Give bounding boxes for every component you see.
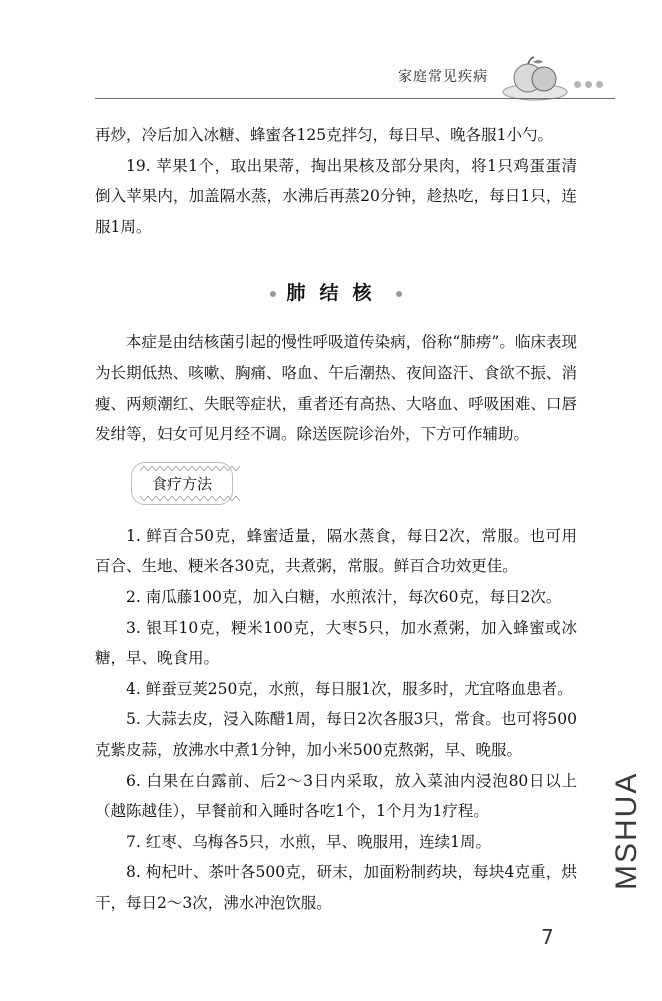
- remedy-item: 8. 枸杞叶、茶叶各500克，研末，加面粉制药块，每块4克重，烘干，每日2～3次，沸水冲泡饮服。: [95, 863, 577, 912]
- watermark: MSHUA: [610, 771, 643, 890]
- bullet-icon: [270, 291, 276, 297]
- header-title: 家庭常见疾病: [398, 69, 488, 85]
- remedy-item: 3. 银耳10克，粳米100克，大枣5只，加水煮粥，加入蜂蜜或冰糖，早、晚食用。: [95, 618, 577, 668]
- remedy-item: 7. 红枣、乌梅各5只，水煎，早、晚服用，连续1周。: [126, 832, 491, 851]
- badge-label: 食疗方法: [152, 474, 213, 493]
- page-body: [95, 120, 577, 918]
- remedy-item: 6. 白果在白露前、后2～3日内采取，放入菜油内浸泡80日以上（越陈越佳），早餐前和入睡时各吃1个，1个月为1疗程。: [95, 771, 577, 821]
- zigzag-border-icon: [140, 496, 240, 501]
- section-title-text: 肺结核: [286, 282, 386, 305]
- page-number: 7: [541, 925, 554, 949]
- header-rule: [95, 98, 615, 99]
- running-header: [0, 0, 662, 100]
- diet-therapy-badge: [131, 462, 233, 505]
- remedy-item: 1. 鲜百合50克，蜂蜜适量，隔水蒸食，每日2次，常服。也可用百合、生地、粳米各30克，共煮粥，常服。鲜百合功效更佳。: [95, 526, 577, 576]
- bullet-icon: [396, 291, 402, 297]
- apple-plate-icon: [500, 52, 570, 102]
- remedy-item: 4. 鲜蚕豆荚250克，水煎，每日服1次，服多时，尤宜咯血患者。: [126, 679, 573, 698]
- remedy-item: 5. 大蒜去皮，浸入陈醋1周，每日2次各服3只，常食。也可将500克紫皮蒜，放沸水中煮1分钟，加小米500克熬粥，早、晚服。: [95, 710, 577, 759]
- paragraph-continuation: 再炒，冷后加入冰糖、蜂蜜各125克拌匀，每日早、晚各服1小勺。: [95, 126, 553, 144]
- remedy-19: 19. 苹果1个，取出果蒂，掏出果核及部分果肉，将1只鸡蛋蛋清倒入苹果内，加盖隔水蒸，水沸后再蒸20分钟，趁热吃，每日1只，连服1周。: [95, 156, 577, 236]
- remedy-item: 2. 南瓜藤100克，加入白糖，水煎浓汁，每次60克，每日2次。: [126, 587, 562, 606]
- dots-decoration: [574, 73, 607, 92]
- zigzag-border-icon: [140, 466, 240, 471]
- section-intro: 本症是由结核菌引起的慢性呼吸道传染病，俗称“肺痨”。临床表现为长期低热、咳嗽、胸痛、咯血、午后潮热、夜间盗汗、食欲不振、消瘦、两颊潮红、失眠等症状，重者还有高热、大咯血、呼吸困难、口唇发绀等，妇女可见月经不调。除送医院诊治外，下方可作辅助。: [95, 333, 577, 444]
- section-title: [95, 278, 577, 305]
